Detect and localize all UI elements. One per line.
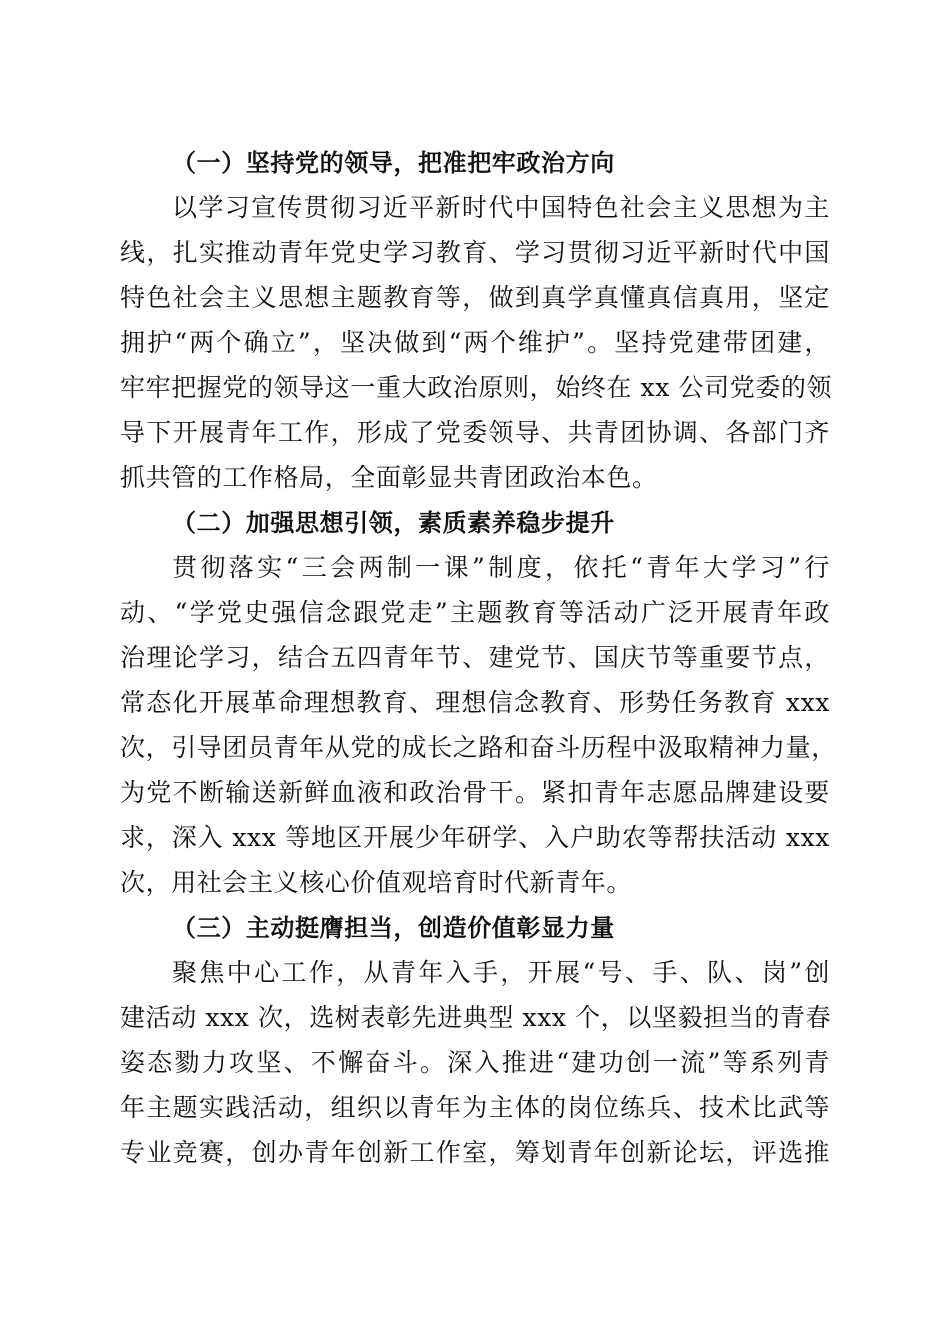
paragraph-line: 牢牢把握党的领导这一重大政治原则，始终在 xx 公司党委的领	[120, 373, 833, 402]
paragraph-line: 线，扎实推动青年党史学习教育、学习贯彻习近平新时代中国	[120, 238, 830, 267]
paragraph-line: 抓共管的工作格局，全面彰显共青团政治本色。	[120, 463, 658, 492]
paragraph-line: 拥护“两个确立”，坚决做到“两个维护”。坚持党建带团建，	[120, 328, 830, 357]
section-heading-3: （三）主动挺膺担当，创造价值彰显力量	[172, 914, 615, 942]
section-heading-2: （二）加强思想引领，素质素养稳步提升	[172, 509, 615, 537]
paragraph-line: 建活动 xxx 次，选树表彰先进典型 xxx 个，以坚毅担当的青春	[120, 1003, 832, 1032]
section-heading-1: （一）坚持党的领导，把准把牢政治方向	[172, 149, 615, 177]
paragraph-line: 治理论学习，结合五四青年节、建党节、国庆节等重要节点，	[120, 643, 830, 672]
paragraph-line: 求，深入 xxx 等地区开展少年研学、入户助农等帮扶活动 xxx	[120, 823, 830, 852]
paragraph-line: 常态化开展革命理想教育、理想信念教育、形势任务教育 xxx	[120, 688, 830, 717]
paragraph-line: 年主题实践活动，组织以青年为主体的岗位练兵、技术比武等	[120, 1093, 830, 1122]
paragraph-line: 特色社会主义思想主题教育等，做到真学真懂真信真用，坚定	[120, 283, 830, 312]
paragraph-line: 次，用社会主义核心价值观培育时代新青年。	[120, 868, 633, 897]
paragraph-line: 聚焦中心工作，从青年入手，开展“号、手、队、岗”创	[172, 958, 830, 987]
paragraph-line: 专业竞赛，创办青年创新工作室，筹划青年创新论坛，评选推	[120, 1138, 830, 1167]
paragraph-line: 动、“学党史强信念跟党走”主题教育等活动广泛开展青年政	[120, 598, 830, 627]
paragraph-line: 导下开展青年工作，形成了党委领导、共青团协调、各部门齐	[120, 418, 830, 447]
paragraph-line: 次，引导团员青年从党的成长之路和奋斗历程中汲取精神力量，	[120, 733, 837, 762]
paragraph-line: 姿态勠力攻坚、不懈奋斗。深入推进“建功创一流”等系列青	[120, 1048, 830, 1077]
paragraph-line: 以学习宣传贯彻习近平新时代中国特色社会主义思想为主	[172, 193, 830, 222]
paragraph-line: 为党不断输送新鲜血液和政治骨干。紧扣青年志愿品牌建设要	[120, 778, 830, 807]
paragraph-line: 贯彻落实“三会两制一课”制度，依托“青年大学习”行	[172, 553, 830, 582]
